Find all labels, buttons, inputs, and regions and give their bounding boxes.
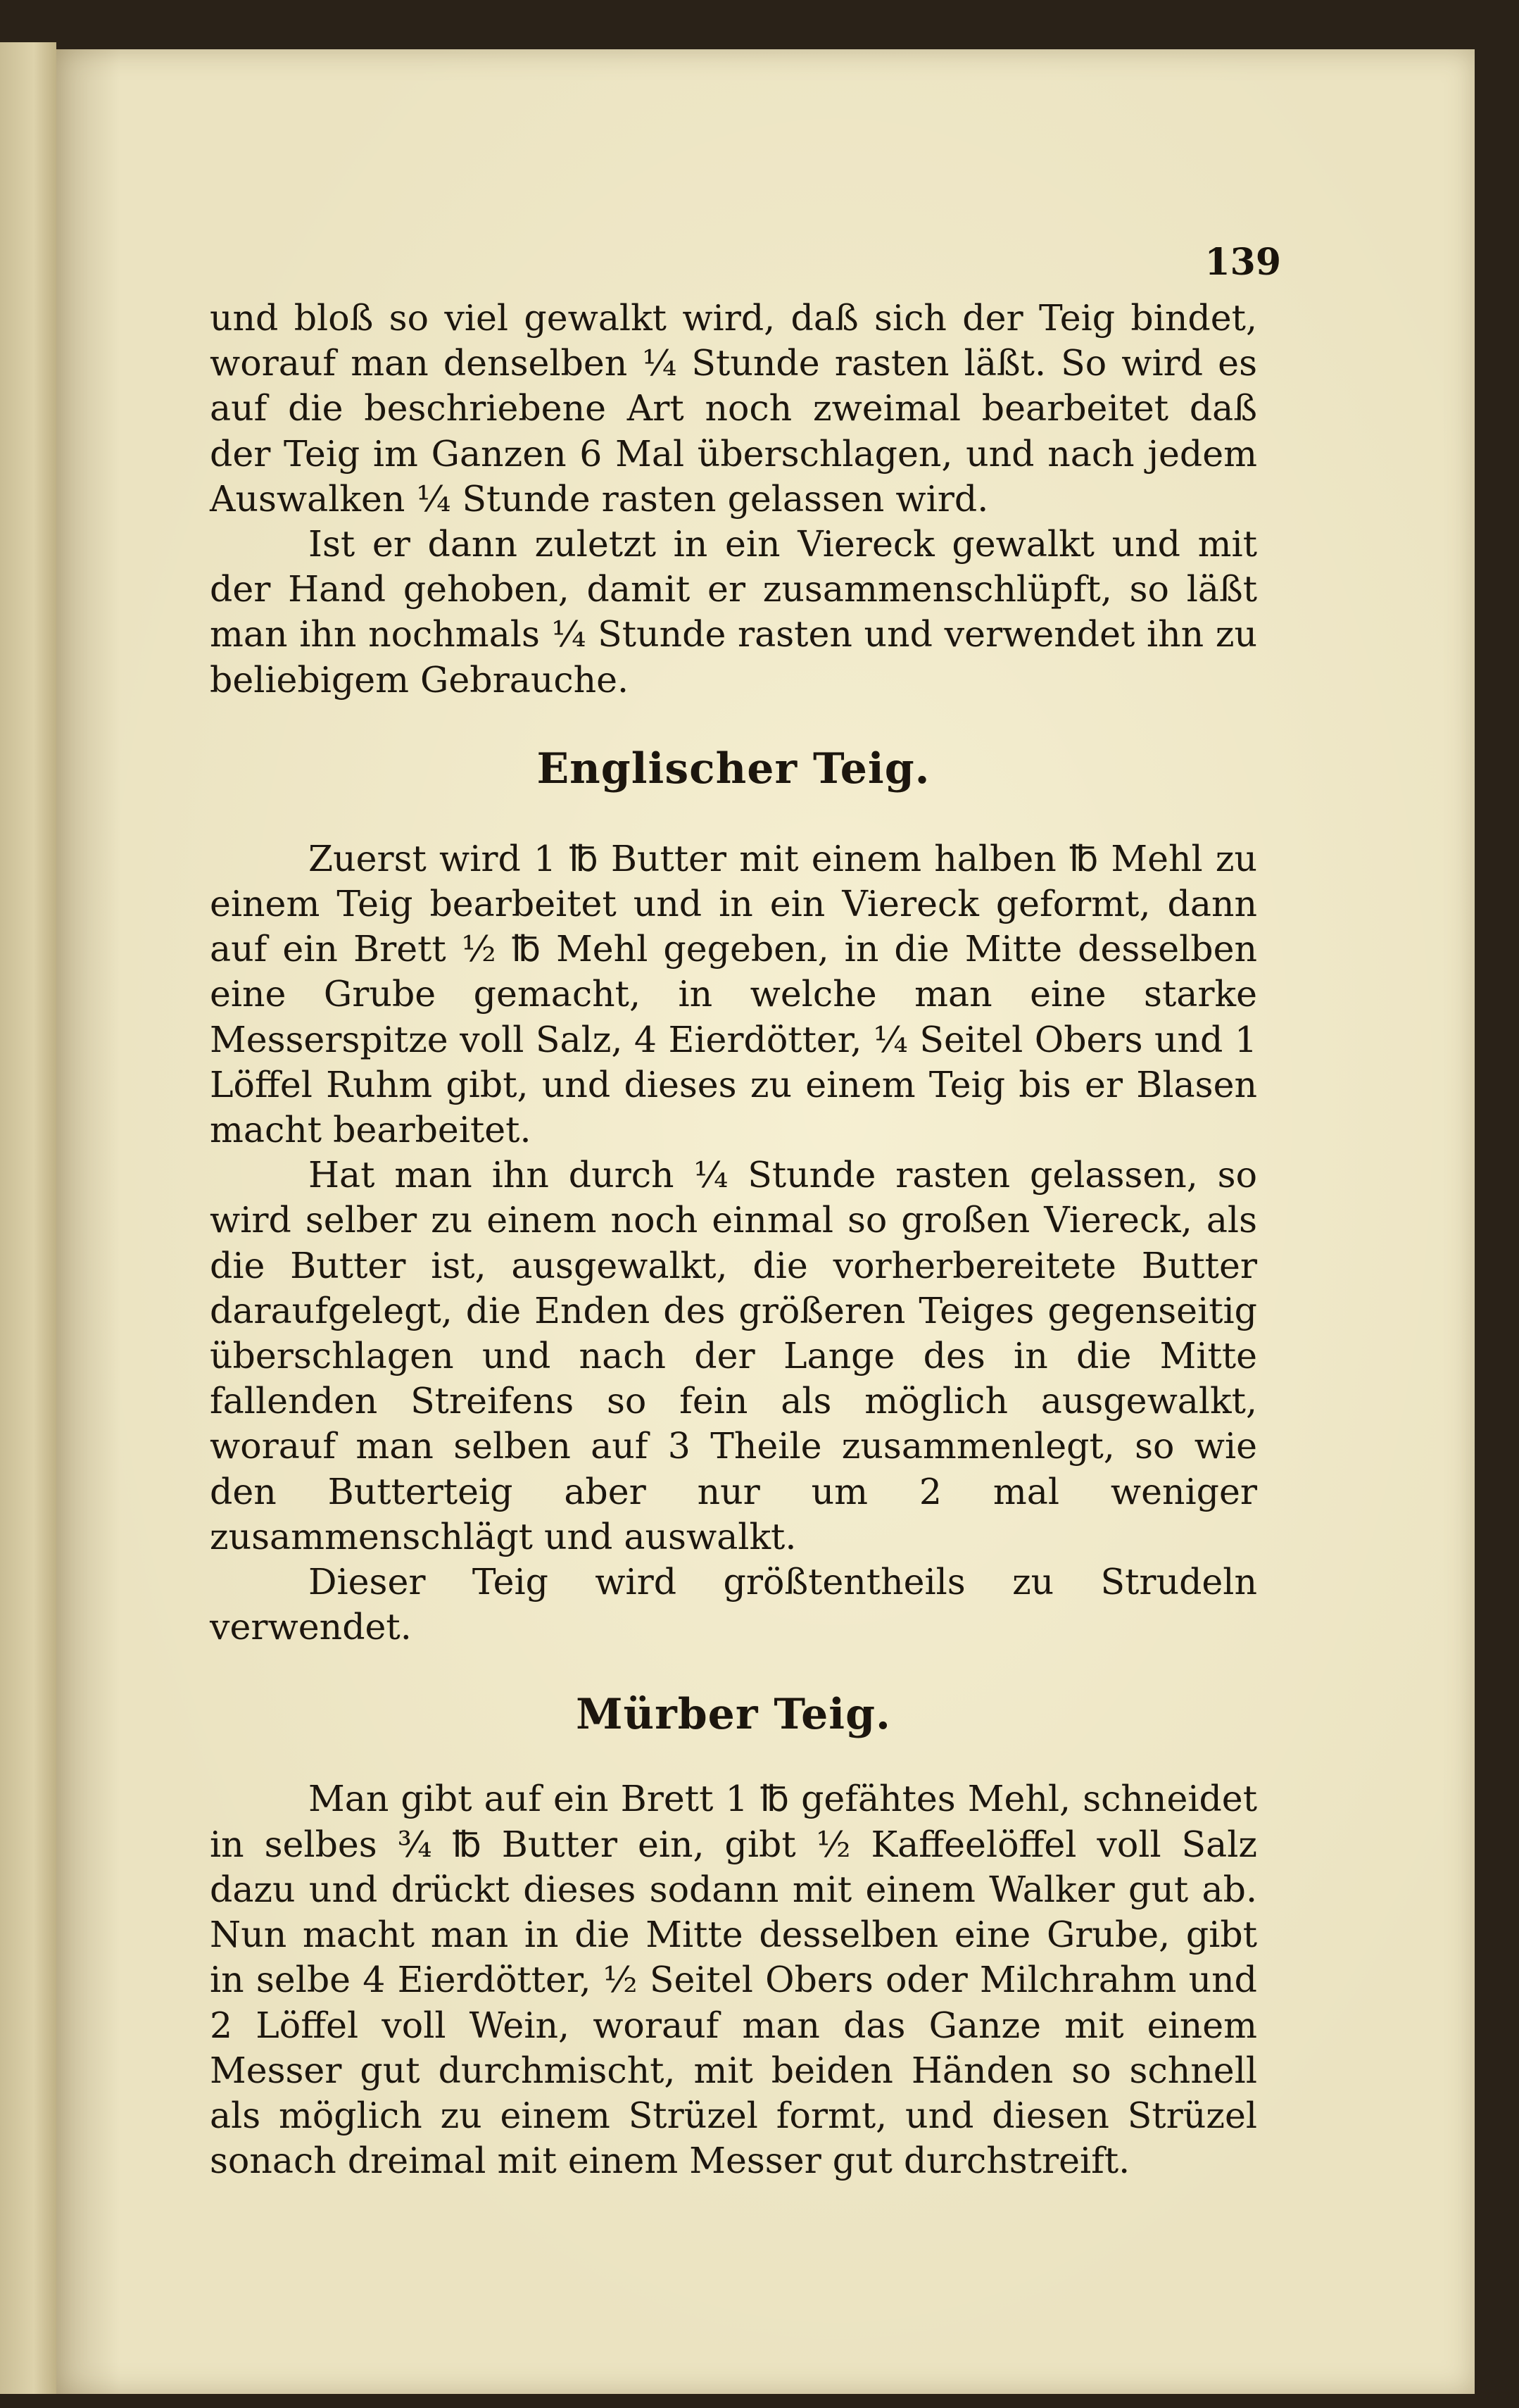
paragraph-1: und bloß so viel gewalkt wird, daß sich der Teig bindet, worauf man denselben ¼ Stunde rasten läßt. So wird es auf die beschriebene Art noch zweimal bearbeitet daß der Teig im Ganzen 6 Mal überschlagen, und nach jedem Auswalken ¼ Stunde rasten gelassen wird.: [210, 297, 1257, 520]
paragraph-5: Dieser Teig wird größtentheils zu Strudeln verwendet.: [210, 1561, 1257, 1648]
section-heading-englischer-teig: Englischer Teig.: [536, 744, 931, 794]
facing-page-edge: [0, 42, 56, 2394]
page-body: [210, 296, 1257, 2183]
paragraph-3: Zuerst wird 1 ℔ Butter mit einem halben ℔ Mehl zu einem Teig bearbeitet und in ein Viereck geformt, dann auf ein Brett ½ ℔ Mehl gegeben, in die Mitte desselben eine Grube gemacht, in welche man eine starke Messerspitze voll Salz, 4 Eierdötter, ¼ Seitel Obers und 1 Löffel Ruhm gibt, und dieses zu einem Teig bis er Blasen macht bearbeitet.: [210, 837, 1257, 1151]
section-heading-muerber-teig: Mürber Teig.: [576, 1690, 891, 1740]
paragraph-6: Man gibt auf ein Brett 1 ℔ gefähtes Mehl, schneidet in selbes ¾ ℔ Butter ein, gibt ½ Kaffeelöffel voll Salz dazu und drückt dieses sodann mit einem Walker gut ab. Nun macht man in die Mitte desselben eine Grube, gibt in selbe 4 Eierdötter, ½ Seitel Obers oder Milchrahm und 2 Löffel voll Wein, worauf man das Ganze mit einem Messer gut durchmischt, mit beiden Händen so schnell als möglich zu einem Strüzel formt, und diesen Strüzel sonach dreimal mit einem Messer gut durchstreift.: [210, 1778, 1257, 2182]
paragraph-4: Hat man ihn durch ¼ Stunde rasten gelassen, so wird selber zu einem noch einmal so großen Viereck, als die Butter ist, ausgewalkt, die vorherbereitete Butter daraufgelegt, die Enden des größeren Teiges gegenseitig überschlagen und nach der Lange des in die Mitte fallenden Streifens so fein als möglich ausgewalkt, worauf man selben auf 3 Theile zusammenlegt, so wie den Butterteig aber nur um 2 mal weniger zusammenschlägt und auswalkt.: [210, 1154, 1257, 1557]
paragraph-2: Ist er dann zuletzt in ein Viereck gewalkt und mit der Hand gehoben, damit er zusammenschlüpft, so läßt man ihn nochmals ¼ Stunde rasten und verwendet ihn zu beliebigem Gebrauche.: [210, 523, 1257, 701]
page-number: 139: [1204, 241, 1281, 284]
